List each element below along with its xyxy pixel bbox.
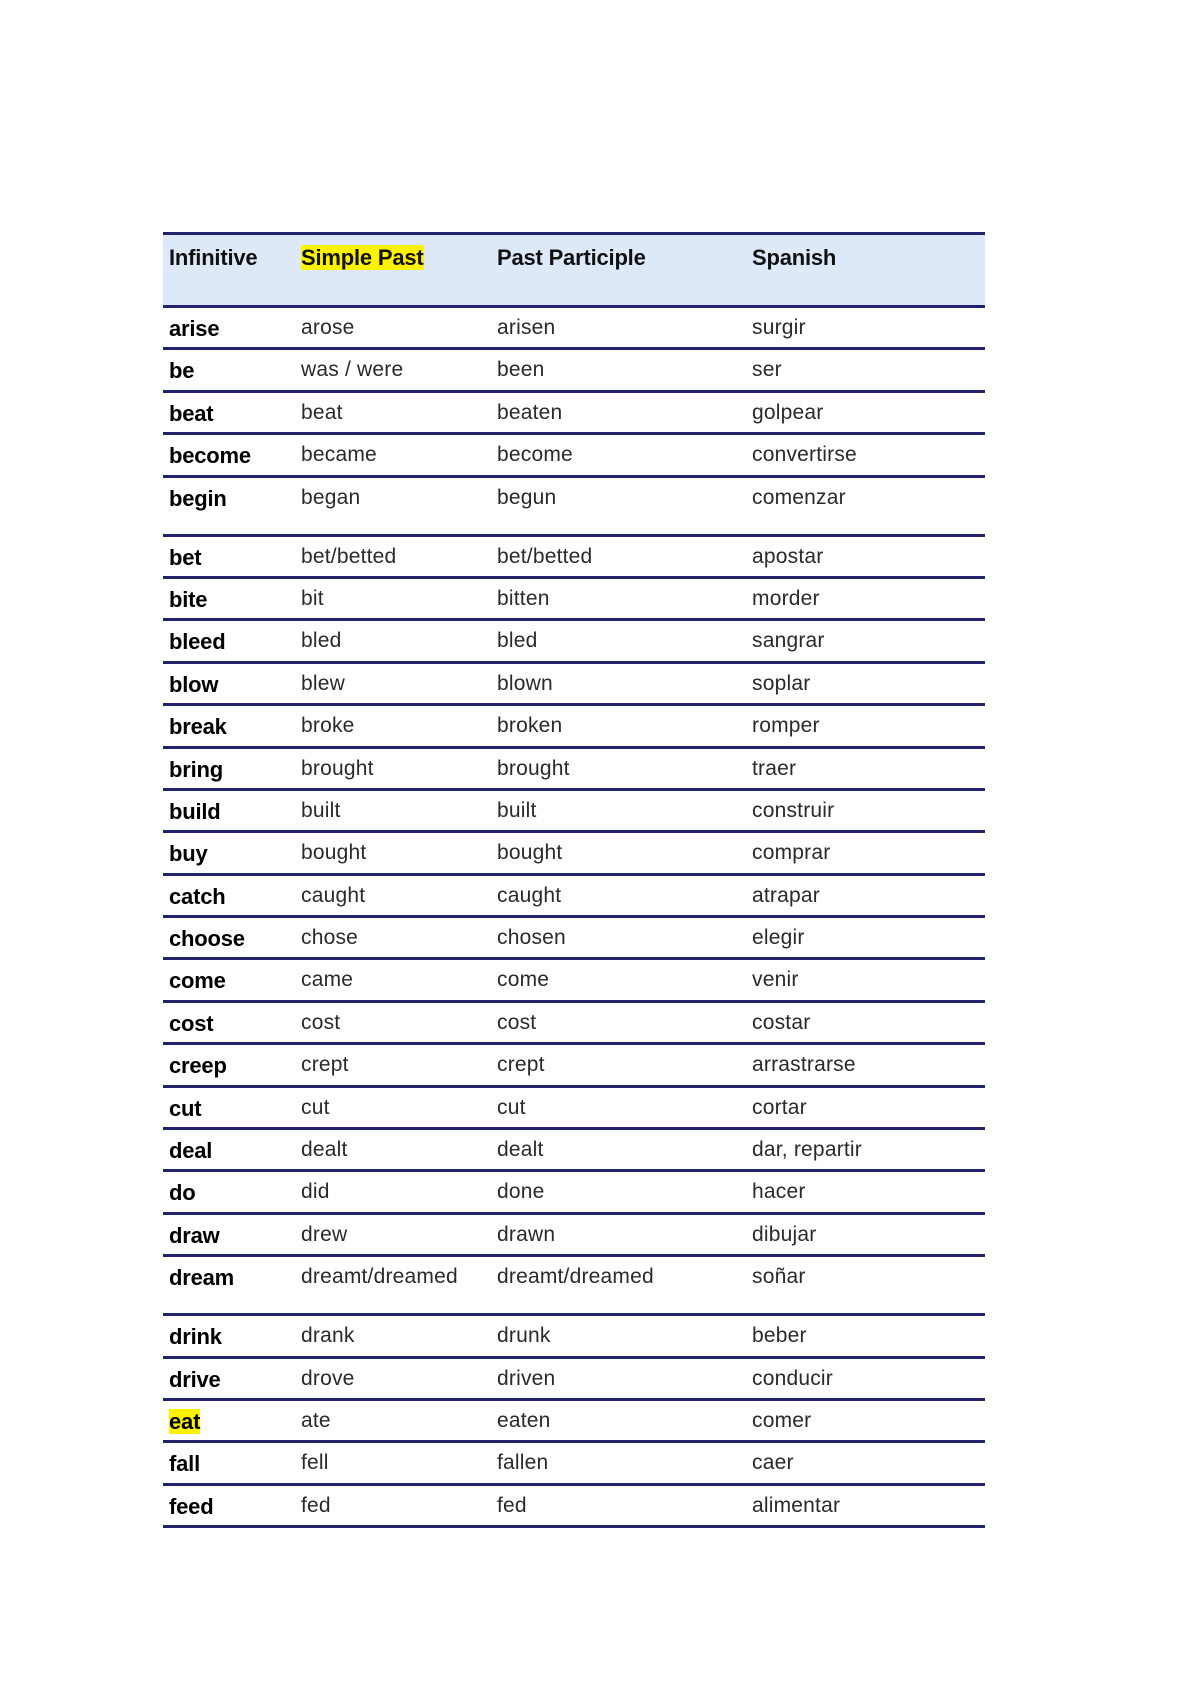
table-row bbox=[163, 1442, 985, 1484]
table-row bbox=[163, 1256, 985, 1315]
simple-past-cell-text: fed bbox=[301, 1493, 331, 1517]
table-body bbox=[163, 307, 985, 1527]
spanish-cell-text: golpear bbox=[752, 400, 824, 424]
infinitive-cell bbox=[163, 1484, 295, 1526]
spanish-cell bbox=[746, 1357, 985, 1399]
table-row bbox=[163, 391, 985, 433]
infinitive-cell bbox=[163, 789, 295, 831]
simple-past-cell bbox=[295, 1256, 491, 1315]
infinitive-cell bbox=[163, 391, 295, 433]
infinitive-cell-text: bleed bbox=[169, 629, 226, 655]
spanish-cell bbox=[746, 476, 985, 535]
spanish-cell-text: soplar bbox=[752, 671, 811, 695]
infinitive-cell-text: become bbox=[169, 443, 251, 469]
past-participle-cell-text: been bbox=[497, 358, 545, 382]
spanish-cell bbox=[746, 1001, 985, 1043]
spanish-cell-text: surgir bbox=[752, 316, 806, 339]
spanish-cell-text: soñar bbox=[752, 1265, 806, 1289]
infinitive-cell bbox=[163, 434, 295, 476]
spanish-cell-text: alimentar bbox=[752, 1493, 841, 1517]
spanish-cell-text: comer bbox=[752, 1408, 812, 1432]
past-participle-cell-text: built bbox=[497, 798, 537, 822]
simple-past-cell bbox=[295, 1171, 491, 1213]
past-participle-cell-text: crept bbox=[497, 1053, 545, 1077]
infinitive-cell-text: eat bbox=[169, 1408, 201, 1434]
spanish-cell-text: construir bbox=[752, 798, 835, 822]
spanish-cell bbox=[746, 307, 985, 349]
simple-past-cell bbox=[295, 577, 491, 619]
past-participle-cell bbox=[491, 1484, 746, 1526]
simple-past-cell-text: bled bbox=[301, 629, 342, 653]
past-participle-cell-text: chosen bbox=[497, 926, 566, 950]
spanish-cell-text: comenzar bbox=[752, 485, 846, 509]
past-participle-cell bbox=[491, 620, 746, 662]
infinitive-cell bbox=[163, 959, 295, 1001]
spanish-cell bbox=[746, 747, 985, 789]
past-participle-cell-text: bled bbox=[497, 629, 538, 653]
infinitive-cell bbox=[163, 349, 295, 391]
infinitive-cell bbox=[163, 476, 295, 535]
past-participle-cell bbox=[491, 1442, 746, 1484]
table-header-row bbox=[163, 234, 985, 307]
simple-past-cell-text: fell bbox=[301, 1451, 329, 1475]
spanish-cell-text: elegir bbox=[752, 926, 805, 950]
spanish-cell-text: conducir bbox=[752, 1366, 833, 1390]
spanish-cell bbox=[746, 1484, 985, 1526]
infinitive-cell bbox=[163, 1213, 295, 1255]
past-participle-cell bbox=[491, 476, 746, 535]
simple-past-cell bbox=[295, 959, 491, 1001]
infinitive-cell bbox=[163, 535, 295, 577]
past-participle-cell bbox=[491, 705, 746, 747]
past-participle-cell bbox=[491, 1256, 746, 1315]
past-participle-cell-text: dreamt/dreamed bbox=[497, 1265, 654, 1289]
simple-past-cell-text: drank bbox=[301, 1324, 355, 1348]
past-participle-cell bbox=[491, 832, 746, 874]
spanish-cell-text: comprar bbox=[752, 841, 831, 865]
spanish-cell bbox=[746, 1256, 985, 1315]
infinitive-cell bbox=[163, 1357, 295, 1399]
simple-past-cell bbox=[295, 705, 491, 747]
spanish-cell-text: cortar bbox=[752, 1095, 807, 1119]
simple-past-cell-text: drove bbox=[301, 1366, 355, 1390]
spanish-cell bbox=[746, 1213, 985, 1255]
past-participle-cell-text: drawn bbox=[497, 1222, 556, 1246]
header-simple-past bbox=[295, 234, 491, 307]
past-participle-cell-text: bought bbox=[497, 841, 563, 865]
past-participle-cell-text: come bbox=[497, 968, 550, 992]
past-participle-cell bbox=[491, 577, 746, 619]
infinitive-cell bbox=[163, 620, 295, 662]
past-participle-cell-text: caught bbox=[497, 883, 562, 907]
spanish-cell bbox=[746, 662, 985, 704]
infinitive-cell-text: cut bbox=[169, 1095, 202, 1121]
past-participle-cell bbox=[491, 747, 746, 789]
table-row bbox=[163, 476, 985, 535]
past-participle-cell bbox=[491, 1001, 746, 1043]
table-row bbox=[163, 1484, 985, 1526]
past-participle-cell-text: drunk bbox=[497, 1324, 551, 1348]
simple-past-cell bbox=[295, 874, 491, 916]
simple-past-cell bbox=[295, 789, 491, 831]
table-row bbox=[163, 1357, 985, 1399]
past-participle-cell bbox=[491, 1399, 746, 1441]
simple-past-cell bbox=[295, 1086, 491, 1128]
spanish-cell-text: romper bbox=[752, 714, 820, 738]
simple-past-cell-text: dreamt/dreamed bbox=[301, 1265, 458, 1289]
spanish-cell bbox=[746, 874, 985, 916]
table-row bbox=[163, 1399, 985, 1441]
spanish-cell bbox=[746, 1399, 985, 1441]
past-participle-cell-text: broken bbox=[497, 714, 563, 738]
past-participle-cell bbox=[491, 917, 746, 959]
table-row bbox=[163, 1086, 985, 1128]
infinitive-cell-text: deal bbox=[169, 1138, 213, 1164]
simple-past-cell-text: bit bbox=[301, 586, 324, 610]
table-row bbox=[163, 1315, 985, 1357]
spanish-cell-text: traer bbox=[752, 756, 797, 780]
simple-past-cell-text: caught bbox=[301, 883, 366, 907]
past-participle-cell bbox=[491, 1315, 746, 1357]
spanish-cell bbox=[746, 1315, 985, 1357]
spanish-cell-text: venir bbox=[752, 968, 799, 992]
table-row bbox=[163, 434, 985, 476]
past-participle-cell bbox=[491, 874, 746, 916]
spanish-cell bbox=[746, 620, 985, 662]
spanish-cell bbox=[746, 832, 985, 874]
spanish-cell-text: ser bbox=[752, 358, 782, 382]
past-participle-cell-text: brought bbox=[497, 756, 570, 780]
spanish-cell bbox=[746, 349, 985, 391]
spanish-cell-text: apostar bbox=[752, 544, 824, 568]
table-row bbox=[163, 1001, 985, 1043]
past-participle-cell-text: blown bbox=[497, 671, 553, 695]
simple-past-cell-text: began bbox=[301, 485, 361, 509]
simple-past-cell bbox=[295, 1044, 491, 1086]
past-participle-cell bbox=[491, 1213, 746, 1255]
simple-past-cell bbox=[295, 476, 491, 535]
table-row bbox=[163, 705, 985, 747]
simple-past-cell-text: cost bbox=[301, 1010, 341, 1034]
simple-past-cell-text: was / were bbox=[301, 358, 404, 382]
spanish-cell-text: arrastrarse bbox=[752, 1053, 856, 1077]
table-row bbox=[163, 1171, 985, 1213]
simple-past-cell bbox=[295, 1213, 491, 1255]
spanish-cell-text: caer bbox=[752, 1451, 794, 1475]
simple-past-cell-text: chose bbox=[301, 926, 359, 950]
past-participle-cell bbox=[491, 1357, 746, 1399]
simple-past-cell bbox=[295, 747, 491, 789]
spanish-cell bbox=[746, 789, 985, 831]
infinitive-cell-text: catch bbox=[169, 883, 226, 909]
simple-past-cell-text: blew bbox=[301, 671, 345, 695]
simple-past-cell bbox=[295, 307, 491, 349]
simple-past-cell-text: arose bbox=[301, 316, 355, 339]
spanish-cell bbox=[746, 434, 985, 476]
infinitive-cell bbox=[163, 1315, 295, 1357]
infinitive-cell-text: beat bbox=[169, 400, 214, 426]
infinitive-cell-text: bring bbox=[169, 756, 223, 782]
highlighted-text: Simple Past bbox=[301, 245, 424, 270]
simple-past-cell bbox=[295, 917, 491, 959]
infinitive-cell-text: drink bbox=[169, 1324, 222, 1350]
header-past-participle: Past Participle bbox=[491, 234, 746, 307]
document-page bbox=[163, 232, 985, 1528]
infinitive-cell bbox=[163, 662, 295, 704]
infinitive-cell bbox=[163, 307, 295, 349]
infinitive-cell-text: choose bbox=[169, 926, 245, 952]
infinitive-cell-text: blow bbox=[169, 671, 219, 697]
simple-past-cell bbox=[295, 1129, 491, 1171]
infinitive-cell bbox=[163, 577, 295, 619]
past-participle-cell bbox=[491, 391, 746, 433]
header-infinitive: Infinitive bbox=[163, 234, 295, 307]
spanish-cell-text: dibujar bbox=[752, 1222, 817, 1246]
table-row bbox=[163, 832, 985, 874]
spanish-cell-text: atrapar bbox=[752, 883, 820, 907]
infinitive-cell bbox=[163, 1129, 295, 1171]
simple-past-cell bbox=[295, 620, 491, 662]
table-row bbox=[163, 874, 985, 916]
simple-past-cell bbox=[295, 1001, 491, 1043]
simple-past-cell-text: drew bbox=[301, 1222, 348, 1246]
table-row bbox=[163, 747, 985, 789]
simple-past-cell-text: broke bbox=[301, 714, 355, 738]
spanish-cell-text: beber bbox=[752, 1324, 807, 1348]
infinitive-cell-text: draw bbox=[169, 1222, 220, 1248]
infinitive-cell-text: dream bbox=[169, 1265, 235, 1291]
infinitive-cell bbox=[163, 832, 295, 874]
infinitive-cell-text: be bbox=[169, 358, 195, 384]
infinitive-cell bbox=[163, 1086, 295, 1128]
infinitive-cell-text: bet bbox=[169, 544, 202, 570]
past-participle-cell-text: fed bbox=[497, 1493, 527, 1517]
simple-past-cell-text: dealt bbox=[301, 1138, 348, 1162]
infinitive-cell bbox=[163, 917, 295, 959]
simple-past-cell-text: brought bbox=[301, 756, 374, 780]
simple-past-cell-text: ate bbox=[301, 1408, 331, 1432]
spanish-cell bbox=[746, 917, 985, 959]
past-participle-cell bbox=[491, 434, 746, 476]
infinitive-cell bbox=[163, 747, 295, 789]
infinitive-cell-text: bite bbox=[169, 586, 208, 612]
past-participle-cell bbox=[491, 349, 746, 391]
spanish-cell-text: dar, repartir bbox=[752, 1138, 862, 1162]
simple-past-cell-text: came bbox=[301, 968, 354, 992]
spanish-cell bbox=[746, 577, 985, 619]
past-participle-cell bbox=[491, 1086, 746, 1128]
infinitive-cell-text: come bbox=[169, 968, 226, 994]
table-row bbox=[163, 1129, 985, 1171]
spanish-cell bbox=[746, 959, 985, 1001]
simple-past-cell bbox=[295, 832, 491, 874]
spanish-cell-text: sangrar bbox=[752, 629, 825, 653]
infinitive-cell-text: break bbox=[169, 714, 227, 740]
past-participle-cell-text: arisen bbox=[497, 316, 556, 339]
simple-past-cell-text: did bbox=[301, 1180, 330, 1204]
past-participle-cell bbox=[491, 307, 746, 349]
past-participle-cell-text: cut bbox=[497, 1095, 526, 1119]
spanish-cell bbox=[746, 535, 985, 577]
infinitive-cell-text: do bbox=[169, 1180, 196, 1206]
simple-past-cell bbox=[295, 1484, 491, 1526]
infinitive-cell-text: creep bbox=[169, 1053, 227, 1079]
simple-past-cell bbox=[295, 1399, 491, 1441]
spanish-cell-text: convertirse bbox=[752, 443, 857, 467]
simple-past-cell-text: bought bbox=[301, 841, 367, 865]
past-participle-cell bbox=[491, 1044, 746, 1086]
simple-past-cell bbox=[295, 535, 491, 577]
table-row bbox=[163, 789, 985, 831]
spanish-cell-text: hacer bbox=[752, 1180, 806, 1204]
past-participle-cell-text: beaten bbox=[497, 400, 563, 424]
past-participle-cell-text: driven bbox=[497, 1366, 556, 1390]
infinitive-cell-text: begin bbox=[169, 485, 227, 511]
table-row bbox=[163, 307, 985, 349]
spanish-cell-text: costar bbox=[752, 1010, 811, 1034]
past-participle-cell-text: bitten bbox=[497, 586, 550, 610]
infinitive-cell bbox=[163, 705, 295, 747]
past-participle-cell bbox=[491, 1129, 746, 1171]
spanish-cell bbox=[746, 705, 985, 747]
simple-past-cell-text: became bbox=[301, 443, 377, 467]
spanish-cell bbox=[746, 1171, 985, 1213]
infinitive-cell-text: fall bbox=[169, 1451, 200, 1477]
past-participle-cell-text: eaten bbox=[497, 1408, 551, 1432]
infinitive-cell bbox=[163, 874, 295, 916]
past-participle-cell-text: cost bbox=[497, 1010, 537, 1034]
simple-past-cell-text: bet/betted bbox=[301, 544, 397, 568]
past-participle-cell bbox=[491, 1171, 746, 1213]
table-row bbox=[163, 1213, 985, 1255]
infinitive-cell-text: buy bbox=[169, 841, 208, 867]
past-participle-cell-text: become bbox=[497, 443, 573, 467]
simple-past-cell bbox=[295, 434, 491, 476]
table-row bbox=[163, 620, 985, 662]
simple-past-cell bbox=[295, 1442, 491, 1484]
past-participle-cell bbox=[491, 535, 746, 577]
table-row bbox=[163, 535, 985, 577]
infinitive-cell bbox=[163, 1044, 295, 1086]
infinitive-cell bbox=[163, 1442, 295, 1484]
infinitive-cell-text: build bbox=[169, 798, 221, 824]
infinitive-cell-text: arise bbox=[169, 316, 220, 341]
past-participle-cell-text: bet/betted bbox=[497, 544, 593, 568]
infinitive-cell bbox=[163, 1171, 295, 1213]
simple-past-cell bbox=[295, 349, 491, 391]
table-row bbox=[163, 577, 985, 619]
past-participle-cell bbox=[491, 662, 746, 704]
infinitive-cell-text: cost bbox=[169, 1010, 214, 1036]
infinitive-cell bbox=[163, 1399, 295, 1441]
simple-past-cell-text: built bbox=[301, 798, 341, 822]
infinitive-cell bbox=[163, 1256, 295, 1315]
simple-past-cell-text: crept bbox=[301, 1053, 349, 1077]
spanish-cell bbox=[746, 1086, 985, 1128]
past-participle-cell-text: fallen bbox=[497, 1451, 549, 1475]
table-row bbox=[163, 1044, 985, 1086]
spanish-cell bbox=[746, 1044, 985, 1086]
infinitive-cell-text: drive bbox=[169, 1366, 221, 1392]
table-row bbox=[163, 349, 985, 391]
simple-past-cell bbox=[295, 391, 491, 433]
spanish-cell bbox=[746, 391, 985, 433]
past-participle-cell-text: dealt bbox=[497, 1138, 544, 1162]
header-spanish: Spanish bbox=[746, 234, 985, 307]
past-participle-cell bbox=[491, 789, 746, 831]
past-participle-cell bbox=[491, 959, 746, 1001]
spanish-cell bbox=[746, 1129, 985, 1171]
table-row bbox=[163, 959, 985, 1001]
simple-past-cell bbox=[295, 1315, 491, 1357]
past-participle-cell-text: done bbox=[497, 1180, 545, 1204]
simple-past-cell bbox=[295, 1357, 491, 1399]
irregular-verbs-table bbox=[163, 232, 985, 1528]
infinitive-cell bbox=[163, 1001, 295, 1043]
simple-past-cell-text: beat bbox=[301, 400, 343, 424]
table-row bbox=[163, 662, 985, 704]
table-row bbox=[163, 917, 985, 959]
past-participle-cell-text: begun bbox=[497, 485, 557, 509]
simple-past-cell bbox=[295, 662, 491, 704]
spanish-cell-text: morder bbox=[752, 586, 820, 610]
simple-past-cell-text: cut bbox=[301, 1095, 330, 1119]
infinitive-cell-text: feed bbox=[169, 1493, 214, 1519]
spanish-cell bbox=[746, 1442, 985, 1484]
